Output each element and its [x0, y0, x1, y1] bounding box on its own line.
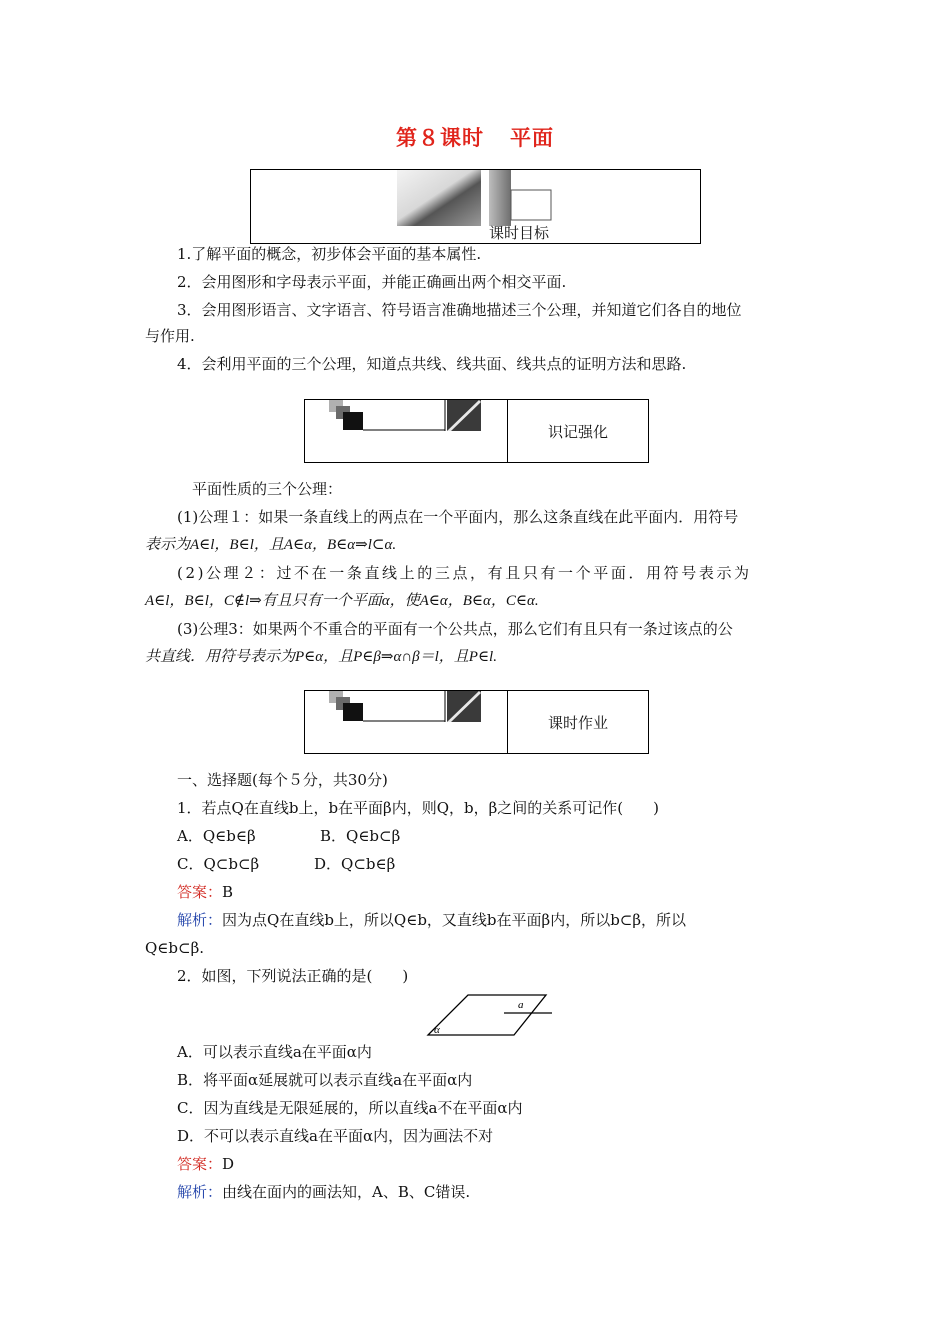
axioms-intro: 平面性质的三个公理：	[192, 480, 343, 498]
q2-stem: 2．如图，下列说法正确的是( )	[177, 967, 409, 985]
section-banner-graphic	[369, 170, 554, 226]
analysis-text: 因为点Q在直线b上，所以Q∈b，又直线b在平面β内，所以b⊂β，所以	[222, 911, 687, 929]
q2-answer	[177, 1154, 810, 1174]
figure-plane-label: α	[434, 1024, 440, 1036]
target-3-cont: 与作用.	[145, 327, 195, 345]
answer-label: 答案：	[177, 1155, 223, 1173]
section-banner-graphic	[329, 400, 509, 434]
target-1: 1.了解平面的概念，初步体会平面的基本属性.	[177, 245, 482, 263]
answer-value: D	[222, 1155, 235, 1173]
section-box-memory	[304, 399, 649, 463]
figure-line-label: a	[518, 999, 524, 1011]
q1-option-c: C．Q⊂b⊂β	[177, 855, 260, 873]
section-label-targets: 课时目标	[489, 224, 550, 242]
q1-option-b: B．Q∈b⊂β	[320, 827, 401, 845]
analysis-text: 由线在面内的画法知，A、B、C错误.	[222, 1183, 471, 1201]
section-banner-graphic	[329, 691, 509, 725]
q1-option-d: D．Q⊂b∈β	[314, 855, 396, 873]
q2-option-a: A．可以表示直线a在平面α内	[177, 1043, 372, 1061]
analysis-label: 解析：	[177, 1183, 223, 1201]
mc-header: 一、选择题(每个５分，共30分)	[177, 771, 388, 789]
axiom-3-line-1: (3)公理3：如果两个不重合的平面有一个公共点，那么它们有且只有一条过该点的公	[177, 620, 733, 638]
target-3: 3．会用图形语言、文字语言、符号语言准确地描述三个公理，并知道它们各自的地位	[177, 301, 742, 319]
q1-option-a: A．Q∈b∈β	[177, 827, 256, 845]
target-2: 2．会用图形和字母表示平面，并能正确画出两个相交平面.	[177, 273, 567, 291]
axiom-1-line-2: 表示为A∈l，B∈l，且A∈α，B∈α⇒l⊂α.	[145, 537, 397, 553]
q2-option-b: B．将平面α延展就可以表示直线a在平面α内	[177, 1071, 473, 1089]
title-lesson: 第８课时	[396, 125, 484, 150]
page-title	[0, 122, 950, 152]
answer-label: 答案：	[177, 883, 223, 901]
plane-line-figure	[420, 990, 560, 1038]
axiom-3-line-2: 共直线．用符号表示为P∈α，且P∈β⇒α∩β＝l，且P∈l.	[145, 649, 497, 665]
axiom-2-line-1: (2)公理２：过不在一条直线上的三点，有且只有一个平面．用符号表示为	[177, 564, 752, 582]
section-label-homework: 课时作业	[547, 713, 608, 732]
section-box-homework	[304, 690, 649, 754]
axiom-1-line-1: (1)公理１：如果一条直线上的两点在一个平面内，那么这条直线在此平面内．用符号	[177, 508, 739, 526]
q1-analysis	[177, 910, 810, 930]
axiom-2-line-2: A∈l，B∈l，C∉l⇒有且只有一个平面α，使A∈α，B∈α，C∈α.	[145, 593, 539, 609]
section-label-memory: 识记强化	[547, 422, 608, 441]
title-topic: 平面	[510, 125, 554, 150]
q2-analysis	[177, 1182, 810, 1202]
q2-option-d: D．不可以表示直线a在平面α内，因为画法不对	[177, 1127, 494, 1145]
q1-stem: 1．若点Q在直线b上，b在平面β内，则Q，b，β之间的关系可记作( )	[177, 799, 659, 817]
target-4: 4．会利用平面的三个公理，知道点共线、线共面、线共点的证明方法和思路.	[177, 355, 687, 373]
q1-answer	[177, 882, 810, 902]
section-box-targets	[250, 169, 701, 244]
q2-option-c: C．因为直线是无限延展的，所以直线a不在平面α内	[177, 1099, 523, 1117]
answer-value: B	[222, 883, 234, 901]
q1-analysis-cont: Q∈b⊂β.	[145, 939, 205, 957]
analysis-label: 解析：	[177, 911, 223, 929]
